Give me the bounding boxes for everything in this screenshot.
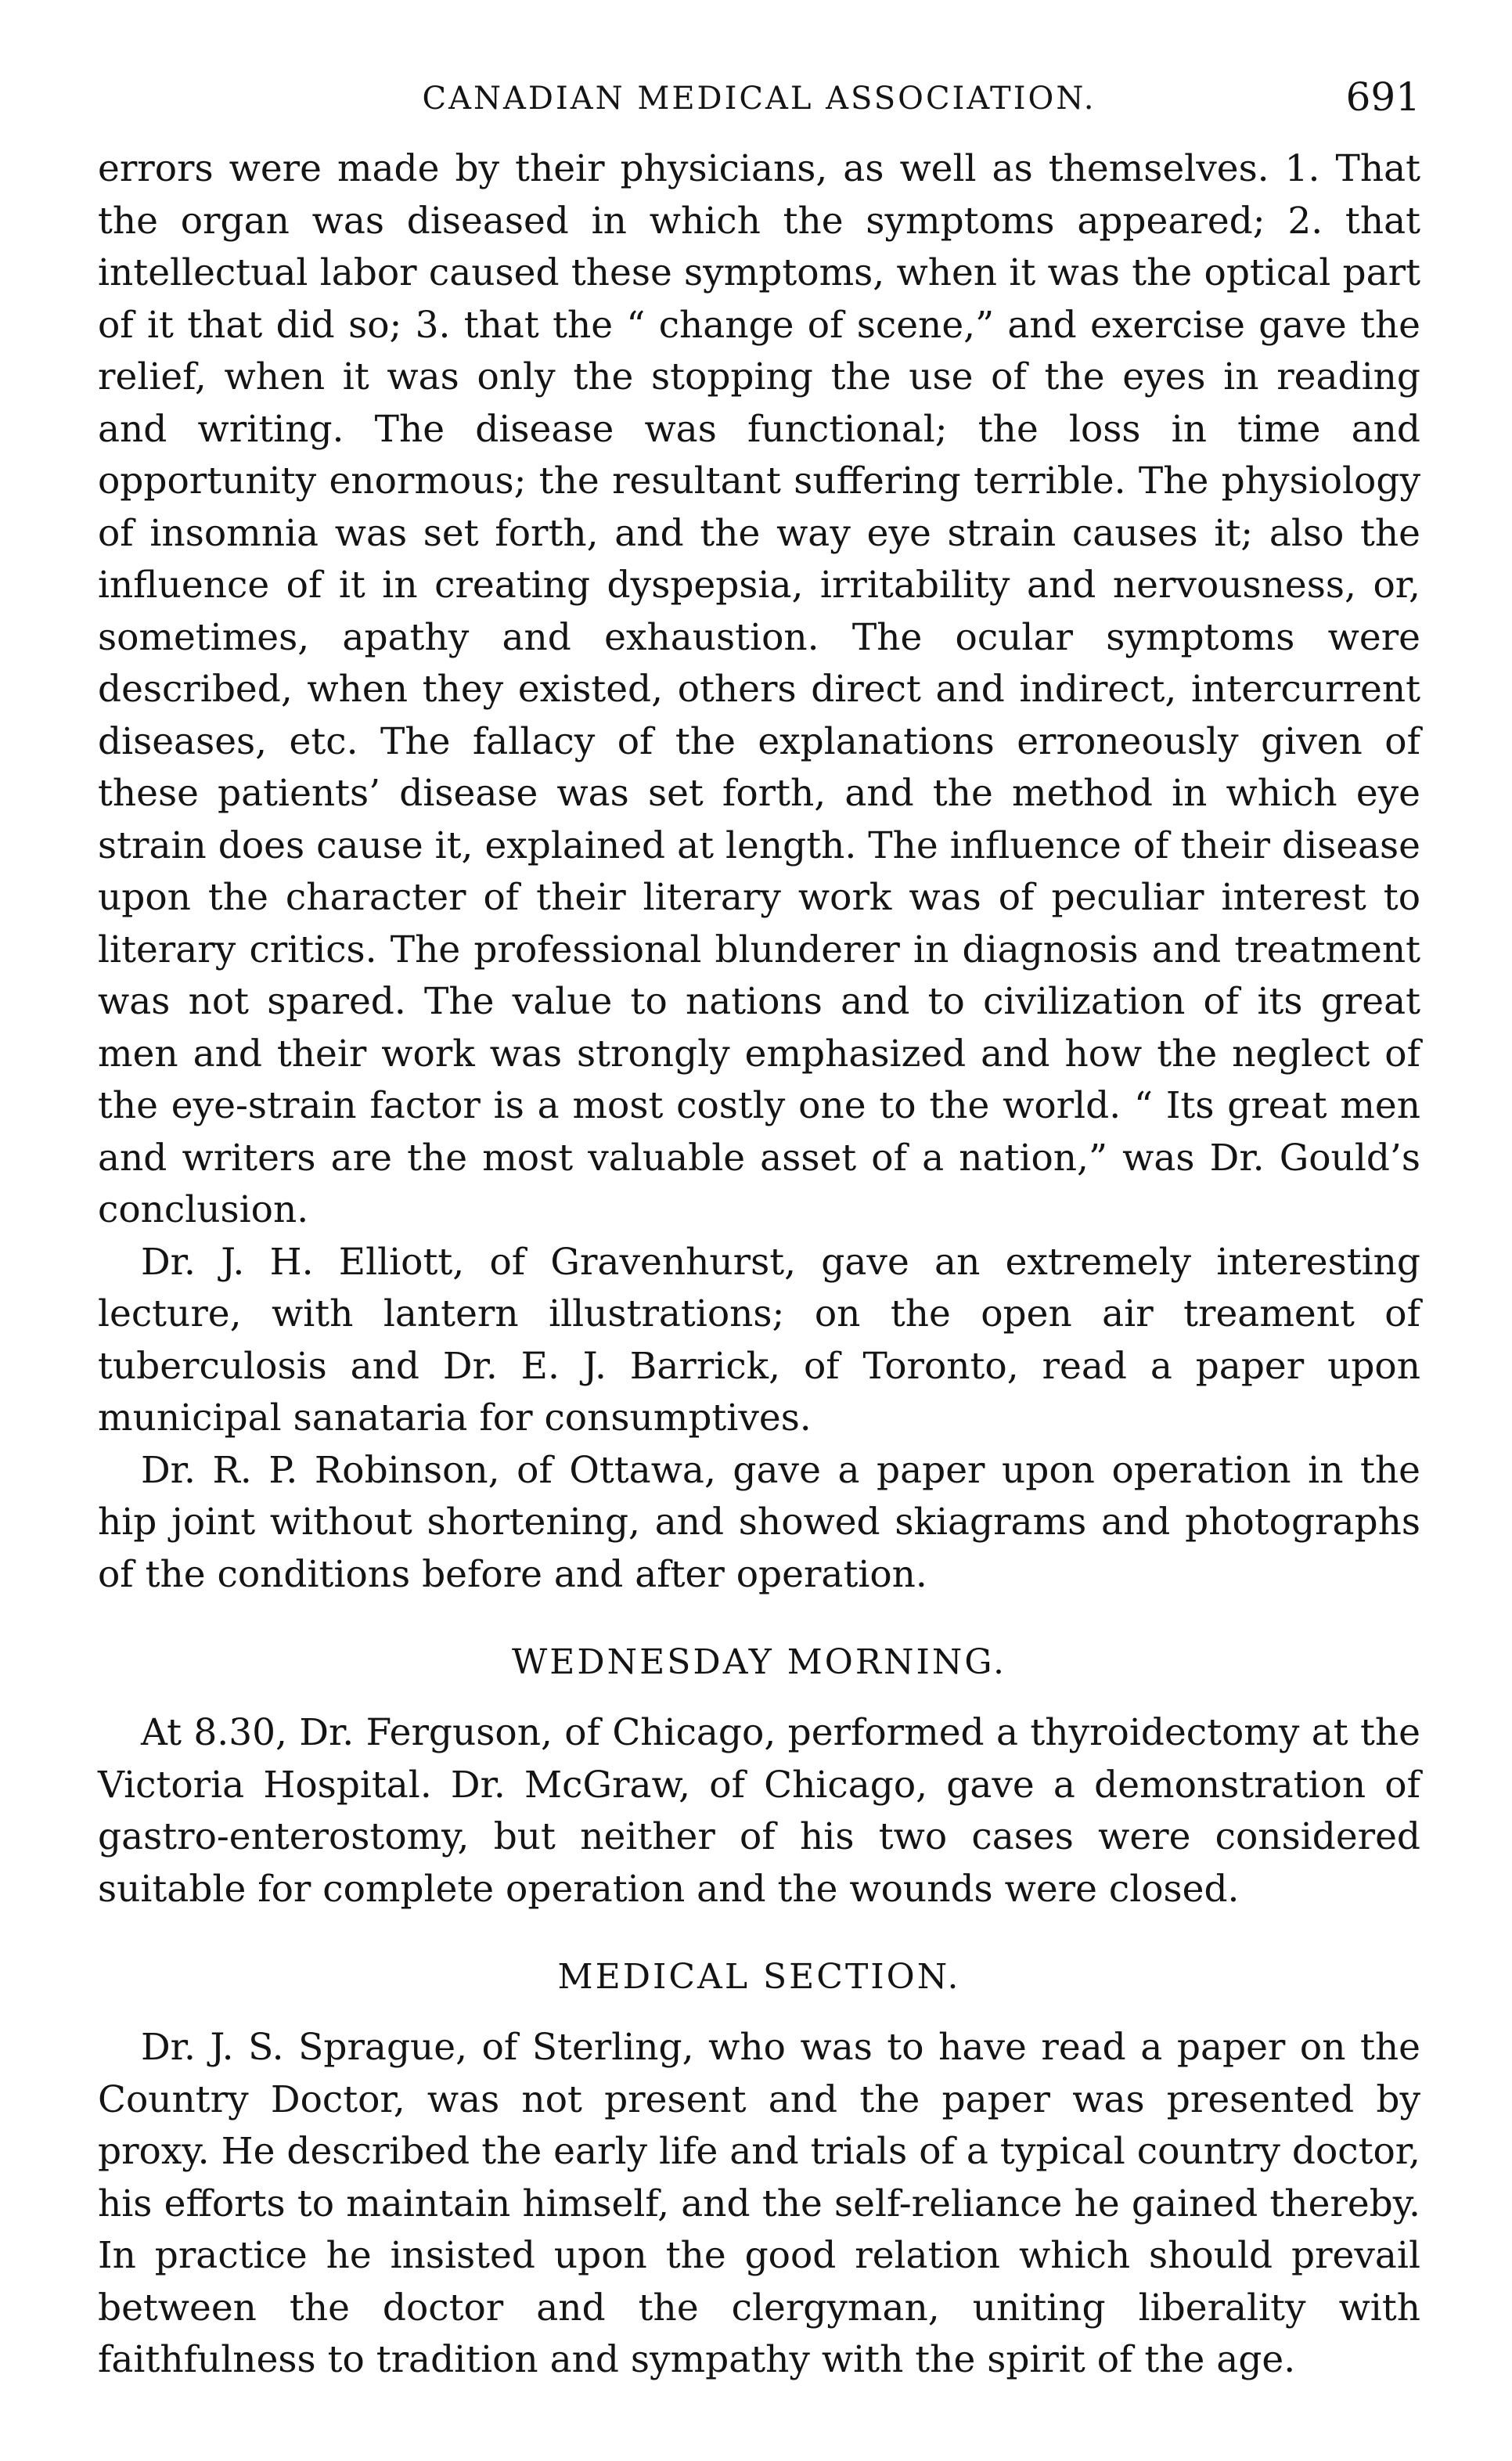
- page-number: 691: [1345, 74, 1420, 120]
- paragraph-elliott: Dr. J. H. Elliott, of Gravenhurst, gave an extremely interesting lecture, with lantern illustrations; on the open air treament of tuberculosis and Dr. E. J. Barrick, of Toronto, read a paper upon municipal sanataria for consumptives.: [98, 1240, 1420, 1439]
- paragraph-eye-strain: errors were made by their physicians, as well as themselves. 1. That the organ was diseased in which the symptoms appeared; 2. that intellectual labor caused these symptoms, when it was the optical part of it that did so; 3. that the “ change of scene,” and exercise gave the relief, when it was only the stopping the use of the eyes in reading and writing. The disease was functional; the loss in time and opportunity enormous; the resultant suffering terrible. The physiology of insomnia was set forth, and the way eye strain causes it; also the influence of it in creating dyspepsia, irritability and nervousness, or, sometimes, apathy and exhaustion. The ocular symptoms were described, when they existed, others direct and indirect, intercurrent diseases, etc. The fallacy of the explanations erroneously given of these patients’ disease was set forth, and the method in which eye strain does cause it, explained at length. The influence of their disease upon the character of their literary work was of peculiar interest to literary critics. The professional blunderer in diagnosis and treatment was not spared. The value to nations and to civilization of its great men and their work was strongly emphasized and how the neglect of the eye-strain factor is a most costly one to the world. “ Its great men and writers are the most valuable asset of a nation,” was Dr. Gould’s conclusion.: [98, 147, 1420, 1231]
- running-head: [98, 74, 1420, 137]
- paragraph-sprague: Dr. J. S. Sprague, of Sterling, who was to have read a paper on the Country Doctor, was not present and the paper was presented by proxy. He described the early life and trials of a typical country doctor, his efforts to maintain himself, and the self-reliance he gained thereby. In practice he insisted upon the good relation which should prevail between the doctor and the clergyman, uniting liberality with faithfulness to tradition and sympathy with the spirit of the age.: [98, 2026, 1420, 2381]
- heading-medical-section: MEDICAL SECTION.: [557, 1957, 961, 1997]
- paragraph-robinson: Dr. R. P. Robinson, of Ottawa, gave a paper upon operation in the hip joint without shortening, and showed skiagrams and photographs of the conditions before and after operation.: [98, 1448, 1420, 1596]
- paragraph-ferguson: At 8.30, Dr. Ferguson, of Chicago, performed a thyroidectomy at the Victoria Hospital. Dr. McGraw, of Chicago, gave a demonstration of gastro-enterostomy, but neither of his two cases were considered suitable for complete operation and the wounds were closed.: [98, 1711, 1420, 1911]
- heading-wednesday-morning: WEDNESDAY MORNING.: [512, 1642, 1006, 1682]
- running-title: CANADIAN MEDICAL ASSOCIATION.: [422, 81, 1096, 117]
- document-page: [98, 74, 1420, 2387]
